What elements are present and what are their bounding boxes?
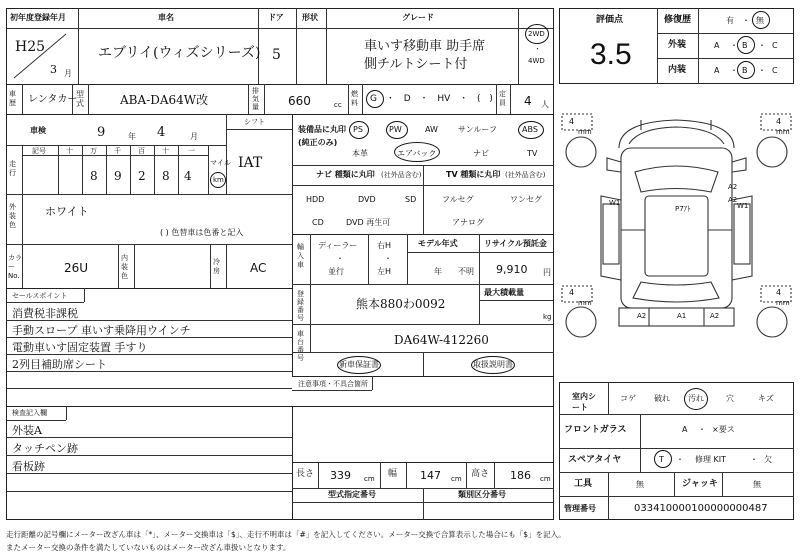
check-note-2: タッチペン跡 — [12, 442, 78, 455]
import-dot1: ・ — [336, 254, 344, 263]
equip-aw: AW — [425, 125, 438, 134]
height-value: 186 — [510, 469, 531, 482]
registration-label: 登録番号 — [297, 290, 304, 322]
tire-fr-unit: mm — [776, 128, 790, 136]
int-c: C — [772, 66, 778, 75]
shift-label: シフト — [244, 118, 265, 126]
mark-a2-2: A2 — [728, 196, 738, 204]
color-value: ホワイト — [45, 205, 89, 218]
length-unit: cm — [364, 475, 375, 483]
interior-label: 内装 — [668, 65, 687, 75]
import-parallel: 並行 — [328, 267, 344, 276]
fuel-label: 燃料 — [351, 90, 358, 107]
sales-point-4: 2列目補助席シート — [12, 358, 107, 371]
equip-pw: PW — [389, 125, 402, 134]
chassis-label: 車台番号 — [297, 330, 304, 362]
footer-note-1: 走行距離の記号欄にメーター改ざん車は「*」、メーター交換車は「$」、走行不明車は「#」を記入してください。メーター交換で合算表示した場合にも「$」を記入。 — [6, 530, 566, 539]
reg-month-unit: 月 — [64, 69, 72, 78]
int-b: B — [742, 66, 748, 75]
digit-h5: 一 — [188, 147, 195, 155]
interior-color-label: 内装色 — [121, 254, 128, 280]
category-label: 類別区分番号 — [458, 490, 506, 499]
spare-t: T — [659, 455, 664, 464]
reg-year: H25 — [15, 39, 46, 55]
repair-label: 修復歴 — [664, 15, 692, 25]
width-unit: cm — [451, 475, 462, 483]
equip-tv: TV — [527, 149, 538, 158]
repair-none: 無 — [756, 16, 764, 25]
capacity-value: 4 — [524, 94, 532, 108]
seat-ana: 穴 — [726, 394, 734, 403]
digit-h2: 千 — [114, 147, 121, 155]
recycle-unit: 円 — [543, 268, 551, 277]
manual-label: 取扱説明書 — [473, 360, 513, 369]
ext-b: B — [742, 41, 748, 50]
int-a: A — [714, 66, 720, 75]
rating-value: 3.5 — [590, 38, 632, 71]
first-reg-label: 初年度登録年月 — [10, 13, 66, 22]
unit-mile: マイル — [210, 159, 231, 167]
seat-yabure: 破れ — [654, 394, 670, 403]
tire-front-left — [566, 137, 596, 167]
shift-value: IAT — [238, 155, 263, 171]
mark-a2-1: A2 — [728, 183, 738, 191]
mark-a1-rear: A1 — [677, 312, 687, 320]
import-left: 左H — [377, 267, 392, 276]
height-label: 高さ — [471, 469, 490, 479]
ext-dot2: ・ — [758, 41, 766, 50]
inspection-label: 車検 — [30, 126, 46, 135]
history-label: 車歴 — [9, 90, 16, 107]
color-note: ( ) 色替車は色番と記入 — [160, 228, 244, 237]
check-note-1: 外装A — [12, 424, 42, 437]
max-load-label: 最大積載量 — [484, 288, 524, 297]
color-label: 外装色 — [9, 203, 16, 229]
mark-a2-rear-right: A2 — [710, 312, 720, 320]
sales-point-2: 手動スロープ 車いす乗降用ウインチ — [12, 324, 191, 337]
chassis-value: DA64W-412260 — [394, 333, 489, 347]
door-label: ドア — [268, 13, 284, 22]
ext-a: A — [714, 41, 720, 50]
body-outline — [621, 148, 732, 308]
windshield-replace: ×要ス — [712, 425, 735, 434]
sales-points-label: セールスポイント — [12, 292, 68, 300]
repair-dot: ・ — [742, 16, 750, 25]
car-name-label: 車名 — [158, 13, 174, 22]
sales-point-1: 消費税非課税 — [12, 307, 78, 320]
reg-month: 3 — [50, 63, 57, 76]
digit-4: 8 — [162, 169, 170, 183]
warranty-label: 新車保証書 — [339, 360, 379, 369]
length-label: 長さ — [296, 469, 315, 479]
mgmt-label: 管理番号 — [564, 504, 596, 513]
model-year-unit: 年 — [434, 267, 442, 276]
seat-label: 室内シート — [572, 392, 596, 412]
width-label: 幅 — [388, 469, 398, 479]
equip-ps: PS — [353, 125, 363, 134]
equip-airbag: エアバック — [397, 149, 437, 158]
inspection-month-unit: 月 — [190, 132, 198, 141]
equip-abs: ABS — [522, 125, 538, 134]
nav-hdd: HDD — [306, 195, 325, 204]
tire-fl-value: 4 — [569, 117, 575, 126]
grade-line1: 車いす移動車 助手席 — [364, 39, 486, 54]
import-dot2: ・ — [384, 254, 392, 263]
displacement-value: 660 — [288, 94, 311, 108]
digit-h3: 百 — [138, 147, 145, 155]
tire-rl-value: 4 — [569, 288, 575, 297]
inspection-year-unit: 年 — [128, 132, 136, 141]
rear-window — [633, 282, 719, 302]
digit-h0: 十 — [66, 147, 73, 155]
vehicle-damage-diagram — [559, 100, 794, 380]
digit-2: 9 — [114, 169, 122, 183]
type-designation-label: 型式指定番号 — [328, 490, 376, 499]
tv-fullseg: フルセグ — [442, 195, 474, 204]
spare-label: スペアタイヤ — [568, 455, 622, 465]
max-load-unit: kg — [543, 313, 552, 321]
equip-navi: ナビ — [473, 149, 489, 158]
spare-dot2: ・ — [750, 455, 758, 464]
ext-c: C — [772, 41, 778, 50]
jack-label: ジャッキ — [682, 479, 718, 489]
nav-sd: SD — [405, 195, 417, 204]
mark-w1-left: W1 — [609, 199, 621, 207]
drive-dot: ・ — [534, 45, 541, 53]
model-year-label: モデル年式 — [418, 239, 458, 248]
exterior-label: 外装 — [668, 40, 687, 50]
sign-label: 記号 — [32, 147, 46, 155]
remarks-label: 注意事項・不具合箇所 — [298, 380, 368, 388]
mark-p7: P7ｱﾄ — [675, 205, 691, 213]
mark-a2-rear-left: A2 — [637, 312, 647, 320]
displacement-unit: cc — [334, 101, 342, 109]
height-unit: cm — [540, 475, 551, 483]
equipment-label: 装備品に丸印 — [298, 125, 346, 134]
tv-title: TV 種類に丸印 — [446, 170, 501, 179]
digit-1: 8 — [90, 169, 98, 183]
front-bumper — [619, 120, 734, 148]
tire-fr-value: 4 — [776, 117, 782, 126]
drive-2wd: 2WD — [528, 30, 545, 38]
tire-rear-left — [566, 307, 596, 337]
grade-line2: 側チルトシート付 — [364, 57, 468, 72]
tire-rr-value: 4 — [776, 288, 782, 297]
equipment-label-2: (純正のみ) — [298, 138, 338, 147]
tire-fl-unit: mm — [578, 128, 592, 136]
model-label: 型式 — [76, 90, 84, 108]
seat-yogore: 汚れ — [688, 394, 704, 403]
aircon-value: AC — [250, 261, 267, 275]
nav-title: ナビ 種類に丸印 — [316, 170, 375, 179]
recycle-label: リサイクル預託金 — [484, 239, 547, 248]
import-dealer: ディーラー — [318, 241, 358, 250]
import-right: 右H — [377, 241, 392, 250]
tv-note: (社外品含む) — [505, 171, 546, 179]
int-dot1: ・ — [730, 66, 738, 75]
sales-point-3: 電動車いす固定装置 手すり — [12, 341, 148, 354]
color-code-label: カラーNo. — [8, 254, 22, 280]
recycle-value: 9,910 — [496, 263, 528, 276]
equip-sunroof: サンルーフ — [458, 125, 497, 134]
model-year-unknown: 不明 — [458, 267, 474, 276]
digit-h4: 十 — [162, 147, 169, 155]
color-code-value: 26U — [64, 261, 89, 275]
digit-5: 4 — [184, 169, 192, 183]
shape-label: 形状 — [302, 13, 318, 22]
nav-dvd: DVD — [358, 195, 376, 204]
mgmt-value: 033410000100000000487 — [634, 503, 768, 514]
windshield-a: A — [682, 425, 688, 434]
tire-front-right — [757, 137, 787, 167]
nav-cd: CD — [312, 218, 324, 227]
footer-note-2: またメーター交換の条件を満たしていないものはメーター改ざん車扱いとなります。 — [6, 543, 291, 552]
tire-rr-unit: mm — [776, 299, 790, 307]
import-label: 輸入車 — [297, 243, 304, 269]
spare-none: 欠 — [764, 455, 772, 464]
tools-label: 工具 — [574, 479, 593, 489]
windshield-dot: ・ — [698, 425, 706, 434]
windshield-label: フロントガラス — [564, 425, 627, 435]
check-notes-label: 検査記入欄 — [12, 409, 47, 417]
length-value: 339 — [330, 469, 351, 482]
equip-leather: 本革 — [352, 149, 368, 158]
grade-label: グレード — [402, 13, 434, 22]
model-value: ABA-DA64W改 — [120, 93, 209, 107]
mark-w1-right: W1 — [737, 202, 749, 210]
doors: 5 — [272, 47, 281, 63]
tv-analog: アナログ — [452, 218, 484, 227]
drive-4wd: 4WD — [528, 57, 545, 65]
inspection-month: 4 — [157, 125, 166, 140]
windshield — [635, 166, 718, 192]
check-note-3: 看板跡 — [12, 460, 45, 473]
aircon-label: 冷房 — [213, 258, 220, 275]
fuel-options: G ・ D ・ HV ・ ( ) — [370, 94, 493, 104]
jack-value: 無 — [753, 480, 761, 489]
tools-value: 無 — [636, 480, 644, 489]
car-name: エブリイ(ウィズシリーズ) — [98, 45, 261, 61]
width-value: 147 — [420, 469, 441, 482]
tv-oneseg: ワンセグ — [510, 195, 542, 204]
tire-rear-right — [757, 307, 787, 337]
inspection-year: 9 — [97, 125, 106, 140]
capacity-label: 定員 — [499, 90, 506, 107]
capacity-unit: 人 — [541, 100, 549, 109]
digit-h1: 万 — [90, 147, 97, 155]
left-side — [601, 196, 621, 280]
history-value: レンタカー — [28, 94, 78, 105]
nav-note: (社外品含む) — [381, 171, 422, 179]
hood-line — [629, 127, 724, 144]
unit-km: km — [213, 176, 224, 184]
tire-rl-unit: mm — [578, 299, 592, 307]
seat-koge: コゲ — [620, 394, 636, 403]
rating-label: 評価点 — [596, 15, 624, 25]
repair-yes: 有 — [726, 16, 734, 25]
seat-kizu: キズ — [758, 394, 774, 403]
mileage-label: 走行 — [9, 160, 16, 177]
spare-dot1: ・ — [676, 455, 684, 464]
registration-value: 熊本880わ0092 — [356, 297, 446, 311]
spare-kit: 修理 KIT — [695, 455, 727, 464]
ext-dot1: ・ — [730, 41, 738, 50]
int-dot2: ・ — [758, 66, 766, 75]
displacement-label: 排気量 — [252, 87, 259, 111]
nav-dvd-play: DVD 再生可 — [346, 218, 391, 227]
digit-3: 2 — [138, 169, 146, 183]
